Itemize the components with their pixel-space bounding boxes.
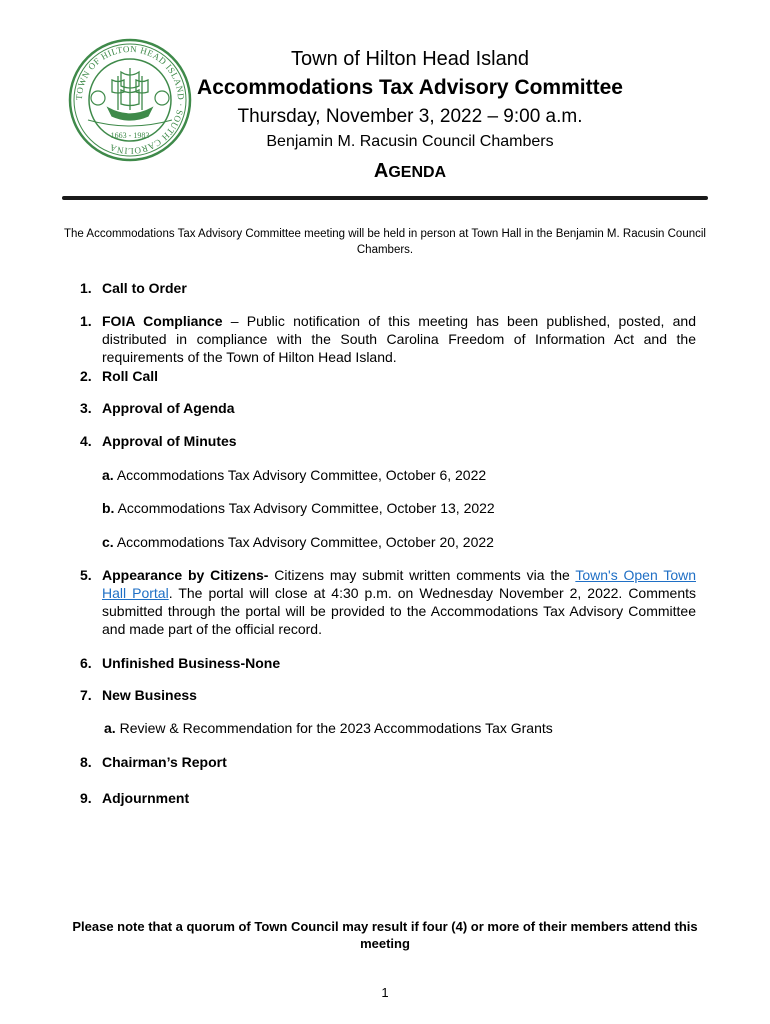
item-text: Citizens may submit written comments via the	[268, 567, 576, 583]
subitem-text: Accommodations Tax Advisory Committee, October 13, 2022	[117, 500, 495, 516]
open-town-hall-portal-link[interactable]: Town's Open Town Hall Portal	[102, 567, 696, 601]
quorum-notice: Please note that a quorum of Town Council may result if four (4) or more of their members attend this meeting	[72, 919, 698, 951]
item-number: 1.	[80, 280, 92, 296]
meeting-intro: The Accommodations Tax Advisory Committee meeting will be held in person at Town Hall in the Benjamin M. Racusin Council Chambers.	[64, 228, 706, 256]
item-title: Approval of Agenda	[102, 400, 235, 416]
meeting-location: Benjamin M. Racusin Council Chambers	[266, 133, 554, 150]
agenda-heading-rest: GENDA	[388, 164, 447, 181]
agenda-item-adjournment	[80, 789, 696, 807]
agenda-item-new-business	[80, 686, 696, 704]
item-title: Call to Order	[102, 280, 187, 296]
item-title: Appearance by Citizens-	[102, 567, 269, 583]
item-text: Public notification of this meeting has been published, posted, and distributed in compliance with the South Carolina Freedom of Information Act and the requirements of the Town of Hilton Head Island.	[102, 313, 696, 365]
subitem-letter: b.	[102, 500, 115, 516]
subitem-text: Accommodations Tax Advisory Committee, October 6, 2022	[116, 467, 487, 483]
item-title: Chairman’s Report	[102, 754, 227, 770]
item-number: 9.	[80, 790, 92, 806]
item-title: FOIA Compliance	[102, 313, 223, 329]
subitem-letter: c.	[102, 534, 114, 550]
minutes-subitem	[102, 533, 494, 551]
agenda-item-approval-of-minutes	[80, 432, 696, 450]
item-title: Approval of Minutes	[102, 433, 237, 449]
minutes-subitem	[102, 499, 495, 517]
item-number: 3.	[80, 400, 92, 416]
town-name: Town of Hilton Head Island	[291, 48, 529, 70]
subitem-text: Review & Recommendation for the 2023 Accommodations Tax Grants	[119, 720, 553, 736]
subitem-letter: a.	[102, 467, 114, 483]
item-number: 8.	[80, 754, 92, 770]
agenda-item-roll-call	[80, 367, 696, 385]
minutes-subitem	[102, 466, 486, 484]
item-number: 7.	[80, 687, 92, 703]
item-number: 5.	[80, 567, 92, 583]
item-number: 6.	[80, 655, 92, 671]
item-title: Unfinished Business-None	[102, 655, 281, 671]
item-number: 1.	[80, 313, 92, 329]
new-business-subitem	[104, 719, 553, 737]
agenda-item-call-to-order	[80, 279, 696, 297]
agenda-heading	[150, 160, 670, 183]
subitem-text: Accommodations Tax Advisory Committee, October 20, 2022	[116, 534, 494, 550]
item-text: . The portal will close at 4:30 p.m. on Wednesday November 2, 2022. Comments submitted through the portal will be provided to the Accommodations Tax Advisory Committee and made part of the official record.	[102, 585, 696, 637]
item-number: 2.	[80, 368, 92, 384]
item-separator: –	[222, 313, 247, 329]
svg-text:TOWN OF HILTON HEAD ISLAND · S: TOWN OF HILTON HEAD ISLAND · SOUTH CAROLINA	[73, 43, 187, 157]
page-number: 1	[381, 985, 389, 1000]
subitem-letter: a.	[104, 720, 116, 736]
item-number: 4.	[80, 433, 92, 449]
svg-text:1663 - 1983: 1663 - 1983	[110, 131, 150, 140]
agenda-item-appearance-by-citizens	[80, 566, 696, 638]
agenda-item-foia-compliance	[80, 312, 696, 366]
agenda-item-unfinished-business	[80, 654, 696, 672]
agenda-item-chairmans-report	[80, 753, 696, 771]
item-title: New Business	[102, 687, 197, 703]
agenda-heading-cap: A	[373, 160, 389, 182]
committee-title: Accommodations Tax Advisory Committee	[197, 76, 623, 99]
item-title: Roll Call	[102, 368, 159, 384]
agenda-item-approval-of-agenda	[80, 399, 696, 417]
meeting-datetime: Thursday, November 3, 2022 – 9:00 a.m.	[237, 106, 583, 127]
item-title: Adjournment	[102, 790, 190, 806]
header-divider	[62, 196, 708, 200]
